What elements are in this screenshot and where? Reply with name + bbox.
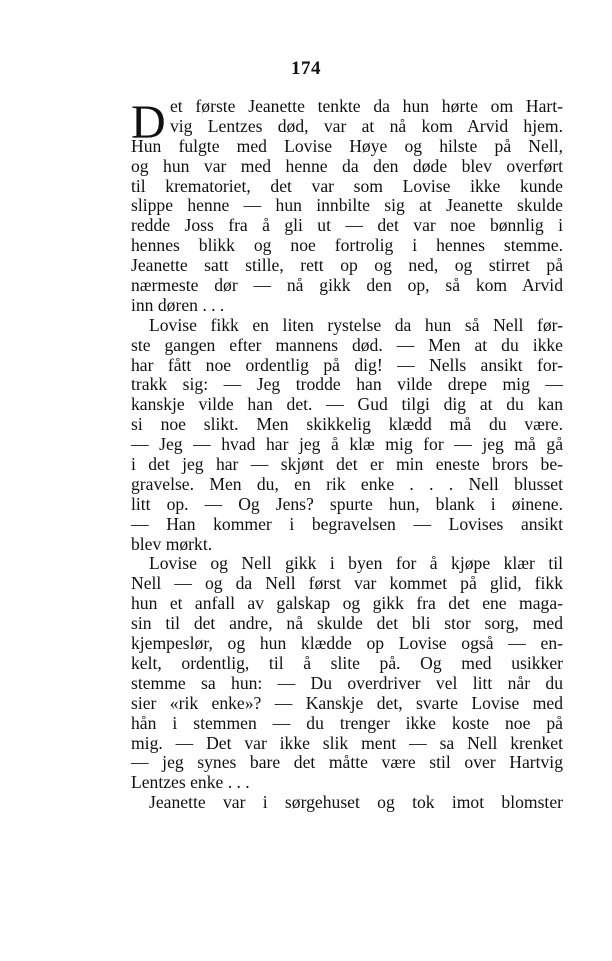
- text-line: hån i stemmen — du trenger ikke koste noe på: [131, 712, 563, 733]
- text-line: Jeanette satt stille, rett op og ned, og stirret på: [131, 255, 563, 276]
- text-line: — jeg synes bare det måtte være stil over Hartvig: [131, 752, 563, 773]
- text-line: Hun fulgte med Lovise Høye og hilste på Nell,: [131, 135, 563, 156]
- paragraph-4: [131, 793, 563, 813]
- text-line: kjempeslør, og hun klædde op Lovise også — en-: [131, 633, 563, 654]
- text-line: si noe slikt. Men skikkelig klædd må du være.: [131, 414, 563, 435]
- text-line: gravelse. Men du, en rik enke . . . Nell blusset: [131, 473, 563, 494]
- text-line: hennes blikk og noe fortrolig i hennes stemme.: [131, 235, 563, 256]
- text-line: Lentzes enke . . .: [131, 772, 250, 793]
- text-line: redde Joss fra å gli ut — det var noe bønnlig i: [131, 215, 563, 236]
- text-line: — Han kommer i begravelsen — Lovises ansikt: [131, 513, 563, 534]
- text-line: i det jeg har — skjønt det er min eneste brors be-: [131, 454, 563, 475]
- text-line: trakk sig: — Jeg trodde han vilde drepe mig —: [131, 374, 563, 395]
- text-line: Lovise fikk en liten rystelse da hun så Nell før-: [149, 314, 563, 335]
- text-line: vig Lentzes død, var at nå kom Arvid hjem.: [170, 115, 563, 136]
- text-line: kelt, ordentlig, til å slite på. Og med usikker: [131, 652, 563, 673]
- text-line: sier «rik enke»? — Kanskje det, svarte Lovise med: [131, 692, 563, 713]
- text-line: stemme sa hun: — Du overdriver vel litt når du: [131, 672, 563, 693]
- text-line: nærmeste dør — nå gikk den op, så kom Arvid: [131, 275, 563, 296]
- text-line: kanskje vilde han det. — Gud tilgi dig at du kan: [131, 394, 563, 415]
- text-line: slippe henne — hun innbilte sig at Jeanette skulde: [131, 195, 563, 216]
- text-line: litt op. — Og Jens? spurte hun, blank i øinene.: [131, 493, 563, 514]
- text-line: et første Jeanette tenkte da hun hørte om Hart-: [170, 96, 563, 116]
- text-line: inn døren . . .: [131, 294, 225, 315]
- text-line: og hun var med henne da den døde blev overført: [131, 155, 563, 176]
- text-line: blev mørkt.: [131, 533, 213, 554]
- text-line: hun et anfall av galskap og gikk fra det ene maga-: [131, 593, 563, 614]
- drop-cap: D: [131, 96, 166, 149]
- text-line: Nell — og da Nell først var kommet på glid, fikk: [131, 573, 563, 594]
- text-line: Jeanette var i sørgehuset og tok imot blomster: [149, 792, 563, 813]
- paragraph-1: [131, 97, 563, 316]
- paragraph-2: [131, 316, 563, 555]
- text-line: Lovise og Nell gikk i byen for å kjøpe klær til: [149, 553, 563, 574]
- text-line: mig. — Det var ikke slik ment — sa Nell krenket: [131, 732, 563, 753]
- body-text: [131, 97, 563, 813]
- text-line: har fått noe ordentlig på dig! — Nells ansikt for-: [131, 354, 563, 375]
- text-line: til krematoriet, det var som Lovise ikke kunde: [131, 175, 563, 196]
- text-line: ste gangen efter mannens død. — Men at du ikke: [131, 334, 563, 355]
- paragraph-3: [131, 554, 563, 793]
- text-line: sin til det andre, nå skulde det bli stor sorg, med: [131, 613, 563, 634]
- text-line: — Jeg — hvad har jeg å klæ mig for — jeg må gå: [131, 434, 563, 455]
- page-number: 174: [291, 58, 321, 79]
